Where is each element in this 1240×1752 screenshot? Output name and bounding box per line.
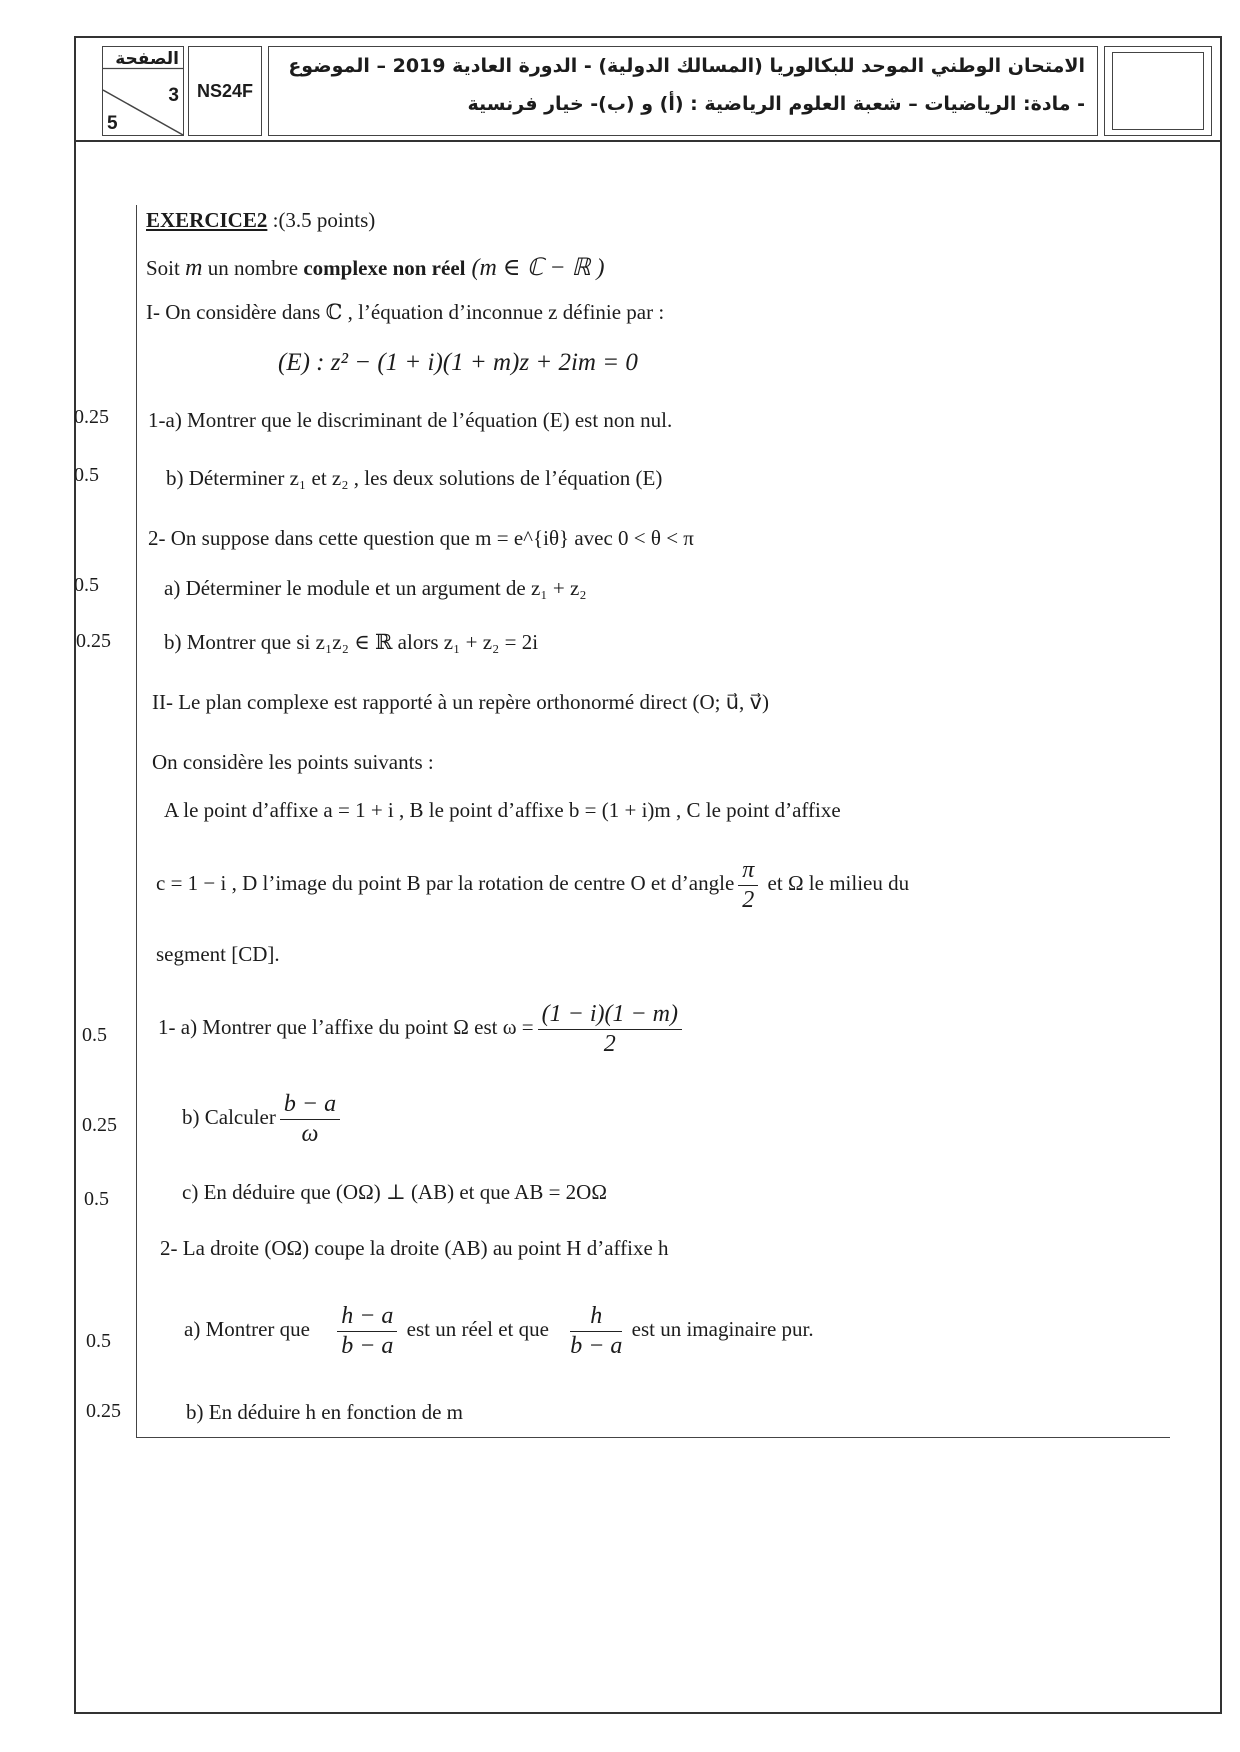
q4a-f1-den: b − a [341, 1332, 394, 1359]
question-4b: b) En déduire h en fonction de m [186, 1400, 463, 1424]
question-3b [182, 1090, 344, 1149]
points-line1: A le point d’affixe a = 1 + i , B le point d’affixe b = (1 + i)m , C le point d’affixe [164, 798, 841, 822]
points-q2b: 0.25 [76, 630, 111, 652]
exercise-intro [146, 254, 605, 283]
page-current: 3 [168, 85, 179, 106]
page-label: الصفحة [115, 49, 179, 69]
intro-bold: complexe non réel [303, 256, 466, 280]
question-3b-text: b) Calculer [182, 1105, 276, 1130]
question-2b: b) Montrer que si z₁z₂ ∈ ℝ alors z₁ + z₂ = 2i [164, 630, 539, 654]
points-q1b: 0.5 [74, 464, 99, 486]
exam-title-line1: الامتحان الوطني الموحد للبكالوريا (المسالك الدولية) - الدورة العادية 2019 – الموضوع [288, 55, 1085, 77]
intro-pre: Soit [146, 256, 186, 280]
calc-den: ω [301, 1120, 319, 1147]
omega-den: 2 [603, 1030, 616, 1057]
points-q3b: 0.25 [82, 1114, 117, 1136]
exercise-title [146, 208, 375, 233]
points-q3c: 0.5 [84, 1188, 109, 1210]
points-line2-pre: c = 1 − i , D l’image du point B par la rotation de centre O et d’angle [156, 871, 735, 896]
question-4a-text: a) Montrer que [184, 1317, 310, 1342]
question-2-intro: 2- On suppose dans cette question que m = e^{iθ} avec 0 < θ < π [148, 526, 694, 550]
question-4-intro: 2- La droite (OΩ) coupe la droite (AB) au point H d’affixe h [160, 1236, 669, 1260]
part1-intro: I- On considère dans ℂ , l’équation d’inconnue z définie par : [146, 300, 665, 324]
page-total: 5 [107, 113, 118, 134]
intro-mid: un nombre [202, 256, 304, 280]
points-line2-post: et Ω le milieu du [762, 871, 910, 896]
calc-num: b − a [280, 1090, 340, 1120]
points-line2 [156, 856, 909, 915]
question-4a [184, 1302, 814, 1361]
exercise-title-label: EXERCICE2 [146, 208, 268, 232]
points-q1a: 0.25 [74, 406, 109, 428]
question-4a-post: est un imaginaire pur. [626, 1317, 814, 1342]
points-intro: On considère les points suivants : [152, 750, 434, 774]
header-divider [74, 140, 1222, 142]
part2-intro: II- Le plan complexe est rapporté à un repère orthonormé direct (O; u⃗, v⃗) [152, 690, 769, 714]
exam-title-line2: - مادة: الرياضيات – شعبة العلوم الرياضية : (أ) و (ب)- خيار فرنسية [467, 93, 1085, 115]
q4a-fraction-1 [337, 1302, 397, 1361]
question-2a: a) Déterminer le module et un argument de z₁ + z₂ [164, 576, 587, 600]
calc-fraction [280, 1090, 340, 1149]
q4a-fraction-2 [570, 1302, 622, 1361]
exam-title-box [268, 46, 1098, 136]
question-3c: c) En déduire que (OΩ) ⊥ (AB) et que AB = 2OΩ [182, 1180, 607, 1204]
page-number-box [102, 46, 184, 136]
header-right-inner-box [1112, 52, 1204, 130]
q4a-f2-num: h [570, 1302, 622, 1332]
question-3a [158, 1000, 686, 1059]
points-q2a: 0.5 [74, 574, 99, 596]
omega-fraction [538, 1000, 682, 1059]
intro-var: m [185, 255, 203, 281]
points-margin-line [136, 205, 137, 1437]
equation-E: (E) : z² − (1 + i)(1 + m)z + 2im = 0 [278, 349, 638, 376]
question-1a: 1-a) Montrer que le discriminant de l’équation (E) est non nul. [148, 408, 673, 432]
question-4a-mid: est un réel et que [401, 1317, 555, 1342]
angle-fraction [738, 856, 758, 915]
exam-code: NS24F [188, 46, 262, 136]
question-1b: b) Déterminer z₁ et z₂ , les deux solutions de l’équation (E) [166, 466, 663, 490]
q4a-f2-den: b − a [570, 1332, 623, 1359]
points-q4b: 0.25 [86, 1400, 121, 1422]
points-line3: segment [CD]. [156, 942, 280, 966]
exercise-points: :(3.5 points) [267, 208, 376, 232]
question-3a-text: 1- a) Montrer que l’affixe du point Ω est ω = [158, 1015, 534, 1040]
exercise-bottom-line [136, 1437, 1170, 1438]
omega-num: (1 − i)(1 − m) [538, 1000, 682, 1030]
intro-set: (m ∈ ℂ − ℝ ) [465, 255, 605, 281]
angle-num: π [738, 856, 758, 886]
points-q3a: 0.5 [82, 1024, 107, 1046]
points-q4a: 0.5 [86, 1330, 111, 1352]
angle-den: 2 [742, 886, 755, 913]
q4a-f1-num: h − a [337, 1302, 397, 1332]
